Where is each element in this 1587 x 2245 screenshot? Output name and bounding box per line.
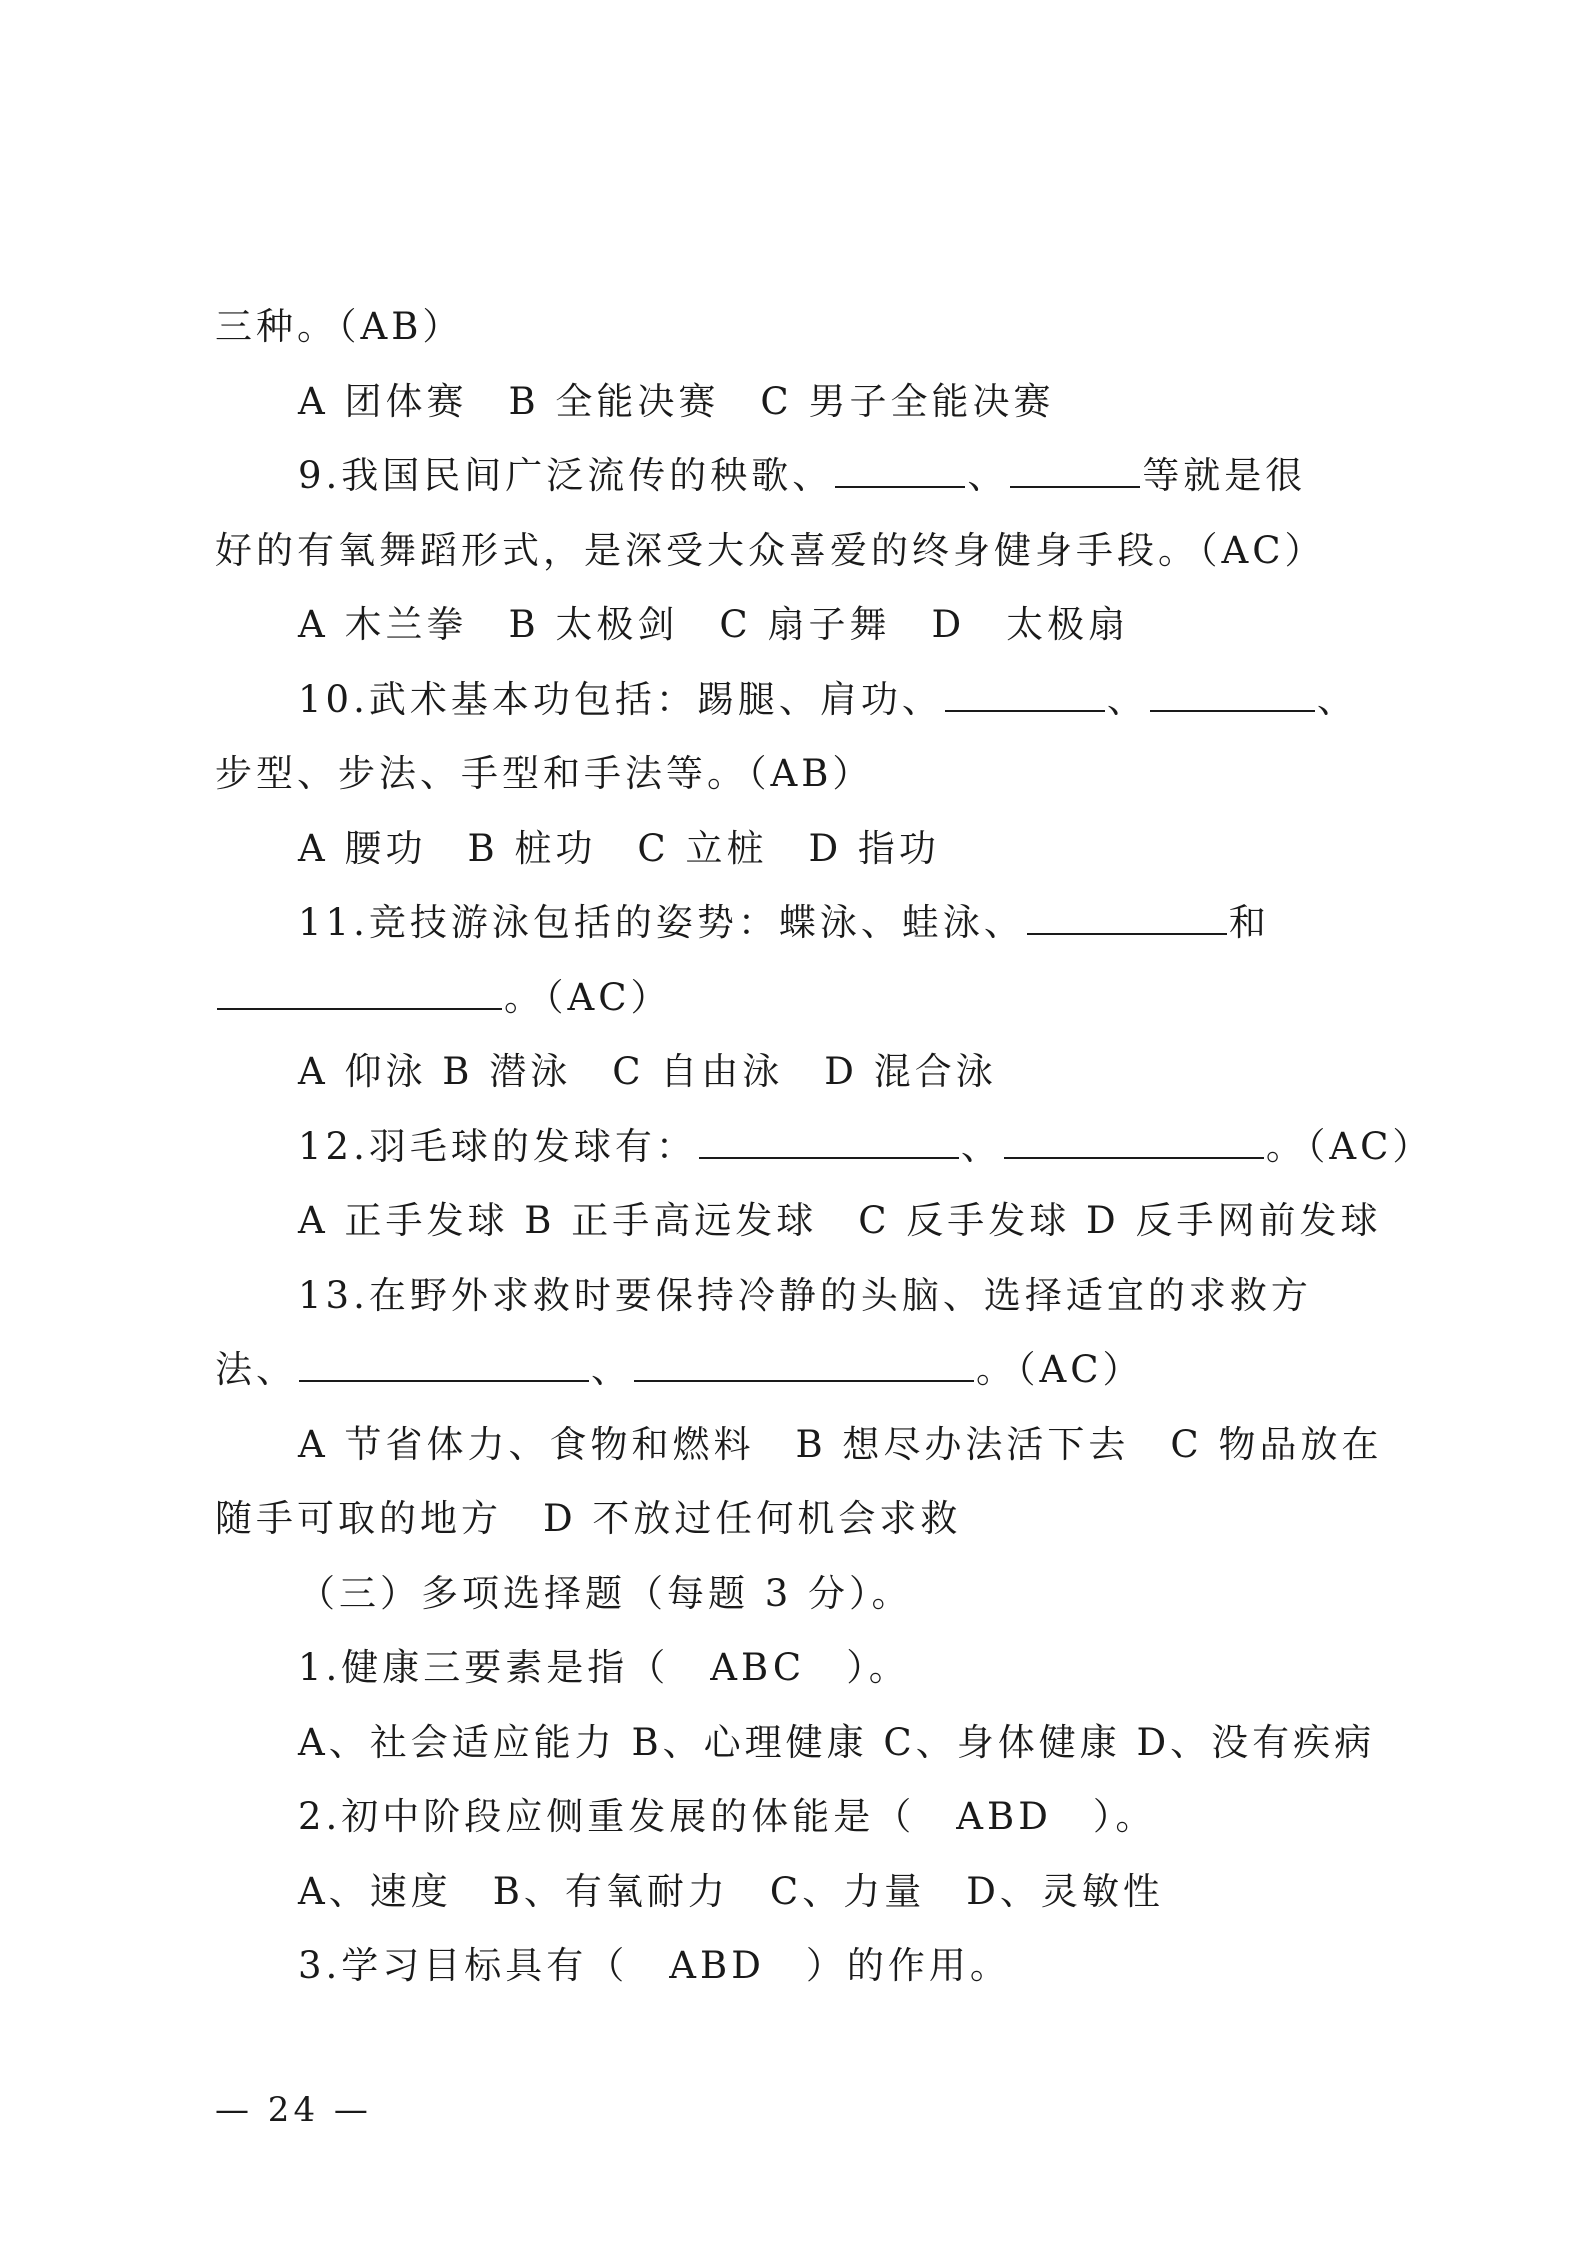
text-line <box>215 1706 1395 1781</box>
text-segment: A、速度 B、有氧耐力 C、力量 D、灵敏性 <box>298 1869 1164 1913</box>
text-segment: A 腰功 B 桩功 C 立桩 D 指功 <box>298 826 940 870</box>
text-segment: 、 <box>591 1348 632 1391</box>
text-segment: 2.初中阶段应侧重发展的体能是（ ABD ）。 <box>298 1795 1157 1838</box>
text-line <box>215 1557 1395 1632</box>
text-line <box>215 737 1395 812</box>
fill-in-blank <box>217 968 502 1010</box>
fill-in-blank <box>945 670 1105 712</box>
text-line <box>215 812 1395 887</box>
fill-in-blank <box>1150 670 1315 712</box>
text-segment: 。（AC） <box>1265 1124 1434 1168</box>
text-segment: 10.武术基本功包括：踢腿、肩功、 <box>298 677 943 721</box>
text-segment: 9.我国民间广泛流传的秧歌、 <box>298 454 834 497</box>
text-line <box>215 1482 1395 1557</box>
text-segment: 三种。（AB） <box>215 305 464 348</box>
text-segment: 步型、步法、手型和手法等。（AB） <box>215 752 874 795</box>
text-line <box>215 290 1395 365</box>
text-segment: 11.竞技游泳包括的姿势：蝶泳、蛙泳、 <box>298 901 1025 944</box>
text-segment: 等就是很 <box>1142 454 1307 497</box>
fill-in-blank <box>299 1340 589 1382</box>
text-line <box>215 588 1395 663</box>
text-segment: 3.学习目标具有（ ABD ）的作用。 <box>298 1944 1011 1987</box>
text-line <box>215 1631 1395 1706</box>
text-line <box>215 1780 1395 1855</box>
text-line <box>215 365 1395 440</box>
text-segment: 和 <box>1228 901 1270 944</box>
text-segment: 1.健康三要素是指（ ABC ）。 <box>298 1646 910 1689</box>
document-body <box>215 290 1434 2004</box>
text-line <box>215 1929 1395 2004</box>
text-segment: A 节省体力、食物和燃料 B 想尽办法活下去 C 物品放在 <box>298 1422 1383 1466</box>
text-segment: 、 <box>967 454 1009 497</box>
text-segment: 。（AC） <box>976 1348 1144 1391</box>
fill-in-blank <box>1004 1117 1264 1159</box>
text-segment: 好的有氧舞蹈形式，是深受大众喜爱的终身健身手段。（AC） <box>215 528 1326 572</box>
text-segment: A 木兰拳 B 太极剑 C 扇子舞 D 太极扇 <box>298 603 1130 646</box>
text-line <box>215 1035 1395 1110</box>
text-line <box>215 1855 1395 1930</box>
text-segment: 13.在野外求救时要保持冷静的头脑、选择适宜的求救方 <box>298 1273 1312 1317</box>
text-segment: 12.羽毛球的发球有： <box>298 1124 697 1168</box>
text-line <box>215 1408 1395 1483</box>
text-segment: A 正手发球 B 正手高远发球 C 反手发球 D 反手网前发球 <box>298 1199 1382 1242</box>
text-line <box>215 439 1395 514</box>
page-number: — 24 — <box>215 2090 372 2130</box>
text-line <box>215 1333 1395 1408</box>
fill-in-blank <box>699 1117 959 1159</box>
text-segment: A、社会适应能力 B、心理健康 C、身体健康 D、没有疾病 <box>298 1720 1376 1764</box>
text-segment: A 团体赛 B 全能决赛 C 男子全能决赛 <box>298 379 1055 423</box>
text-segment: （三）多项选择题（每题 3 分）。 <box>298 1571 913 1615</box>
text-line <box>215 886 1395 961</box>
fill-in-blank <box>1027 893 1227 935</box>
text-segment: 、 <box>1106 677 1148 721</box>
text-line <box>215 663 1395 738</box>
text-line <box>215 1110 1434 1185</box>
fill-in-blank <box>634 1340 974 1382</box>
text-segment: 、 <box>960 1124 1002 1168</box>
text-line <box>215 514 1395 589</box>
text-segment: 、 <box>1316 677 1358 721</box>
fill-in-blank <box>1010 446 1140 488</box>
text-segment: 法、 <box>215 1348 297 1391</box>
text-segment: 。（AC） <box>504 975 672 1019</box>
text-line <box>215 1259 1395 1334</box>
text-segment: 随手可取的地方 D 不放过任何机会求救 <box>215 1497 962 1540</box>
text-line <box>215 961 1395 1036</box>
text-line <box>215 1184 1395 1259</box>
text-segment: A 仰泳 B 潜泳 C 自由泳 D 混合泳 <box>298 1050 997 1093</box>
fill-in-blank <box>835 446 965 488</box>
